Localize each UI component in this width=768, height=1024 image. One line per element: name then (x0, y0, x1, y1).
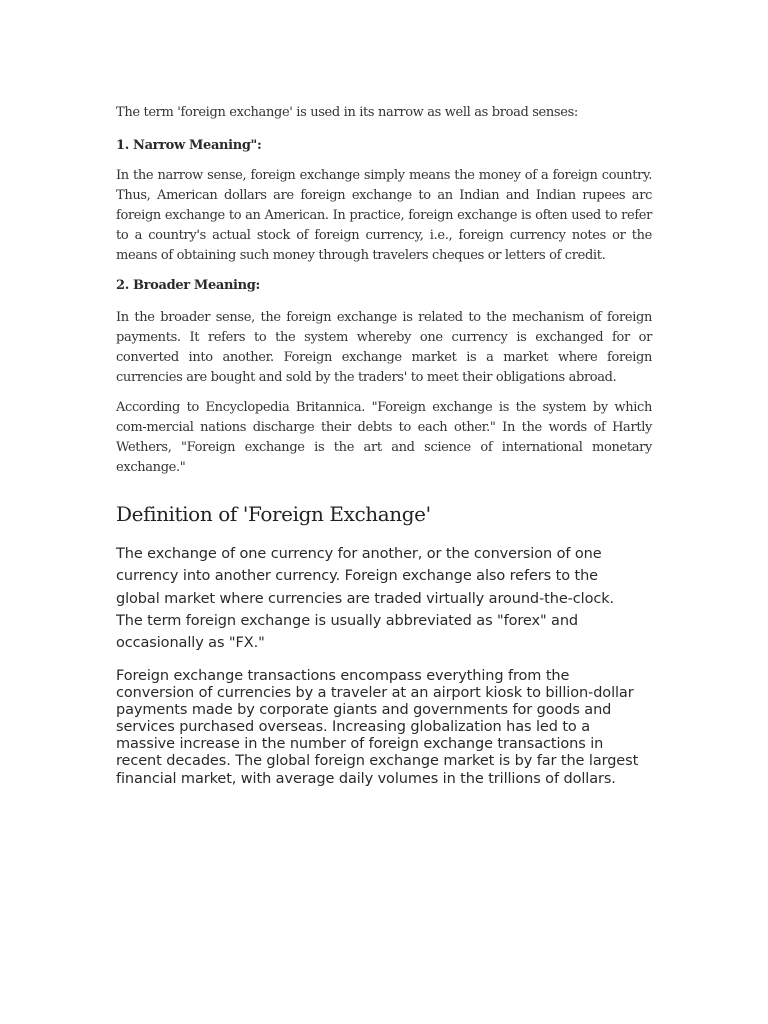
definition-title: Definition of 'Foreign Exchange' (116, 502, 431, 526)
definition-paragraph-2: Foreign exchange transactions encompass everything from the conversion of currencies by a traveler at an airport kiosk to billion-dollar payments made by corporate giants and governments for goods and services purchased overseas. Increasing globalization has led to a massive increase in the number of foreign exchange transactions in recent decades. The global foreign exchange market is by far the largest financial market, with average daily volumes in the trillions of dollars. (116, 668, 639, 787)
narrow-meaning-body: In the narrow sense, foreign exchange simply means the money of a foreign country. Thus, American dollars are foreign exchange to an Indian and Indian rupees arc foreign exchange to an American. In practice, foreign exchange is often used to refer to a country's actual stock of foreign currency, i.e., foreign currency notes or the means of obtaining such money through travelers cheques or letters of credit. (116, 168, 652, 263)
definition-paragraph-1: The exchange of one currency for another, or the conversion of one currency into another currency. Foreign exchange also refers to the global market where currencies are traded virtually around-the-clock. The term foreign exchange is usually abbreviated as "forex" and occasionally as "FX." (116, 546, 615, 652)
broader-meaning-heading: 2. Broader Meaning: (116, 278, 260, 293)
britannica-quote: According to Encyclopedia Britannica. "Foreign exchange is the system by which com-mercial nations discharge their debts to each other." In the words of Hartly Wethers, "Foreign exchange is the art and science of international monetary exchange." (116, 400, 652, 475)
narrow-meaning-heading: 1. Narrow Meaning": (116, 138, 262, 153)
intro-text: The term 'foreign exchange' is used in its narrow as well as broad senses: (116, 105, 578, 120)
broader-meaning-body: In the broader sense, the foreign exchange is related to the mechanism of foreign payments. It refers to the system whereby one currency is exchanged for or converted into another. Foreign exchange market is a market where foreign currencies are bought and sold by the traders' to meet their obligations abroad. (116, 310, 652, 385)
